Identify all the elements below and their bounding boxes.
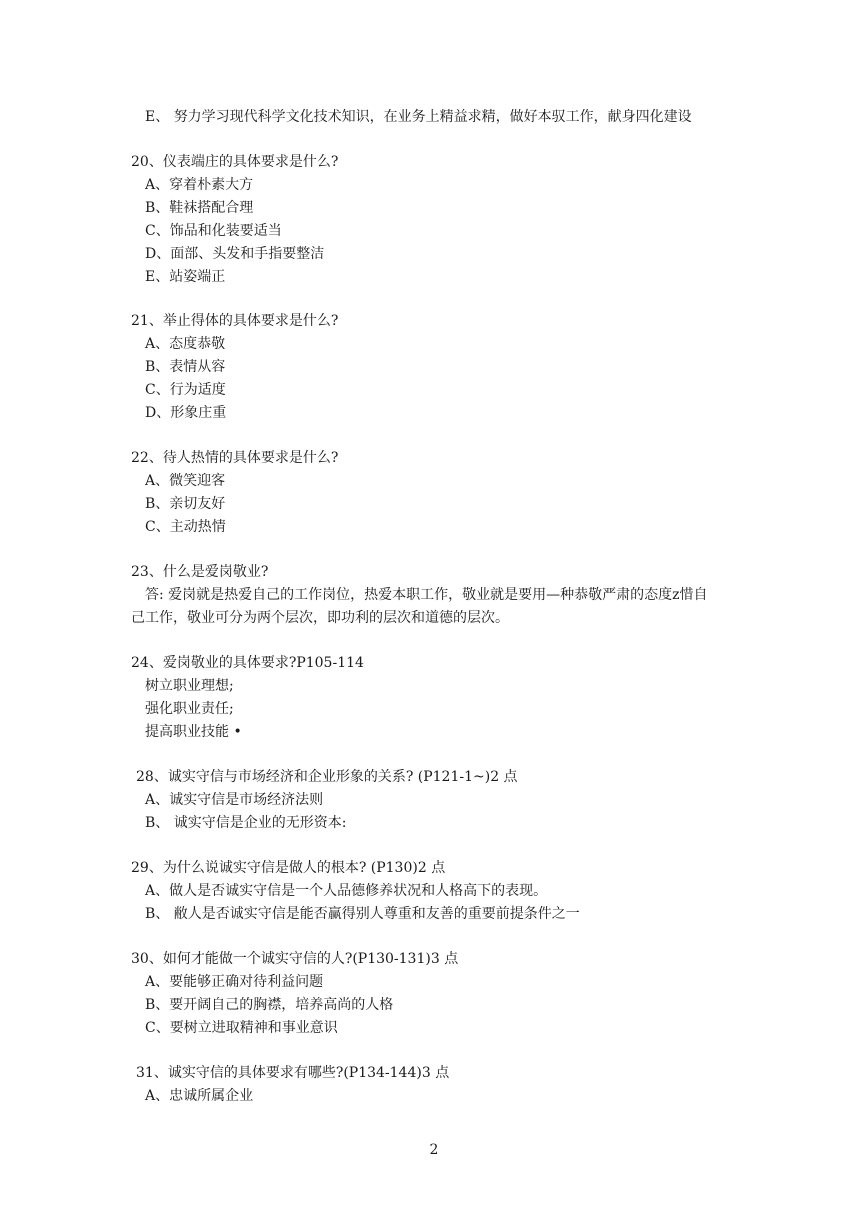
option-line: B、 敝人是否诚实守信是能否赢得别人尊重和友善的重要前提条件之一 <box>145 906 580 922</box>
option-line: E、站姿端正 <box>145 269 226 285</box>
question-31: 31、诚实守信的具体要求有哪些?(P134-144)3 点 <box>136 1065 450 1081</box>
option-line: C、主动热情 <box>145 519 226 535</box>
option-line: B、表情从容 <box>145 359 226 375</box>
option-line: A、要能够正确对待利益问题 <box>145 974 324 990</box>
option-line: D、面部、头发和手指要整洁 <box>145 246 325 262</box>
question-21: 21、举止得体的具体要求是什么? <box>131 313 339 329</box>
option-line: B、要开阔自己的胸襟，培养高尚的人格 <box>145 997 394 1013</box>
option-line: A、忠诚所属企业 <box>145 1088 254 1104</box>
option-line: A、态度恭敬 <box>145 336 226 352</box>
page-number: 2 <box>429 1142 439 1158</box>
answer-line: 提高职业技能 • <box>145 724 242 740</box>
question-23: 23、什么是爱岗敬业? <box>131 564 269 580</box>
option-line: A、做人是否诚实守信是一个人品德修养状况和人格高下的表现。 <box>145 883 548 899</box>
question-28: 28、诚实守信与市场经济和企业形象的关系? (P121-1~)2 点 <box>136 769 518 785</box>
option-line: B、亲切友好 <box>145 496 226 512</box>
answer-line: 己工作，敬业可分为两个层次，即功利的层次和道德的层次。 <box>131 610 509 626</box>
option-line: C、饰品和化装要适当 <box>145 223 282 239</box>
option-line: A、微笑迎客 <box>145 473 226 489</box>
question-29: 29、为什么说诚实守信是做人的根本? (P130)2 点 <box>131 860 446 876</box>
option-line: A、穿着朴素大方 <box>145 177 254 193</box>
option-line: C、行为适度 <box>145 382 226 398</box>
answer-line: 答: 爱岗就是热爱自己的工作岗位，热爱本职工作，敬业就是要用—种恭敬严肃的态度z惜自 <box>145 587 708 603</box>
text-line: E、 努力学习现代科学文化技术知识，在业务上精益求精，做好本驭工作，献身四化建设 <box>145 109 692 125</box>
option-line: B、鞋袜搭配合理 <box>145 200 254 216</box>
option-line: A、诚实守信是市场经济法则 <box>145 792 324 808</box>
option-line: B、 诚实守信是企业的无形资本: <box>145 815 347 831</box>
option-line: C、要树立进取精神和事业意识 <box>145 1020 338 1036</box>
question-30: 30、如何才能做一个诚实守信的人?(P130-131)3 点 <box>131 951 459 967</box>
answer-line: 树立职业理想; <box>145 678 234 694</box>
answer-line: 强化职业责任; <box>145 701 234 717</box>
question-20: 20、仪表端庄的具体要求是什么? <box>131 154 339 170</box>
question-24: 24、爱岗敬业的具体要求?P105-114 <box>131 655 364 671</box>
option-line: D、形象庄重 <box>145 405 227 421</box>
question-22: 22、待人热情的具体要求是什么? <box>131 450 339 466</box>
